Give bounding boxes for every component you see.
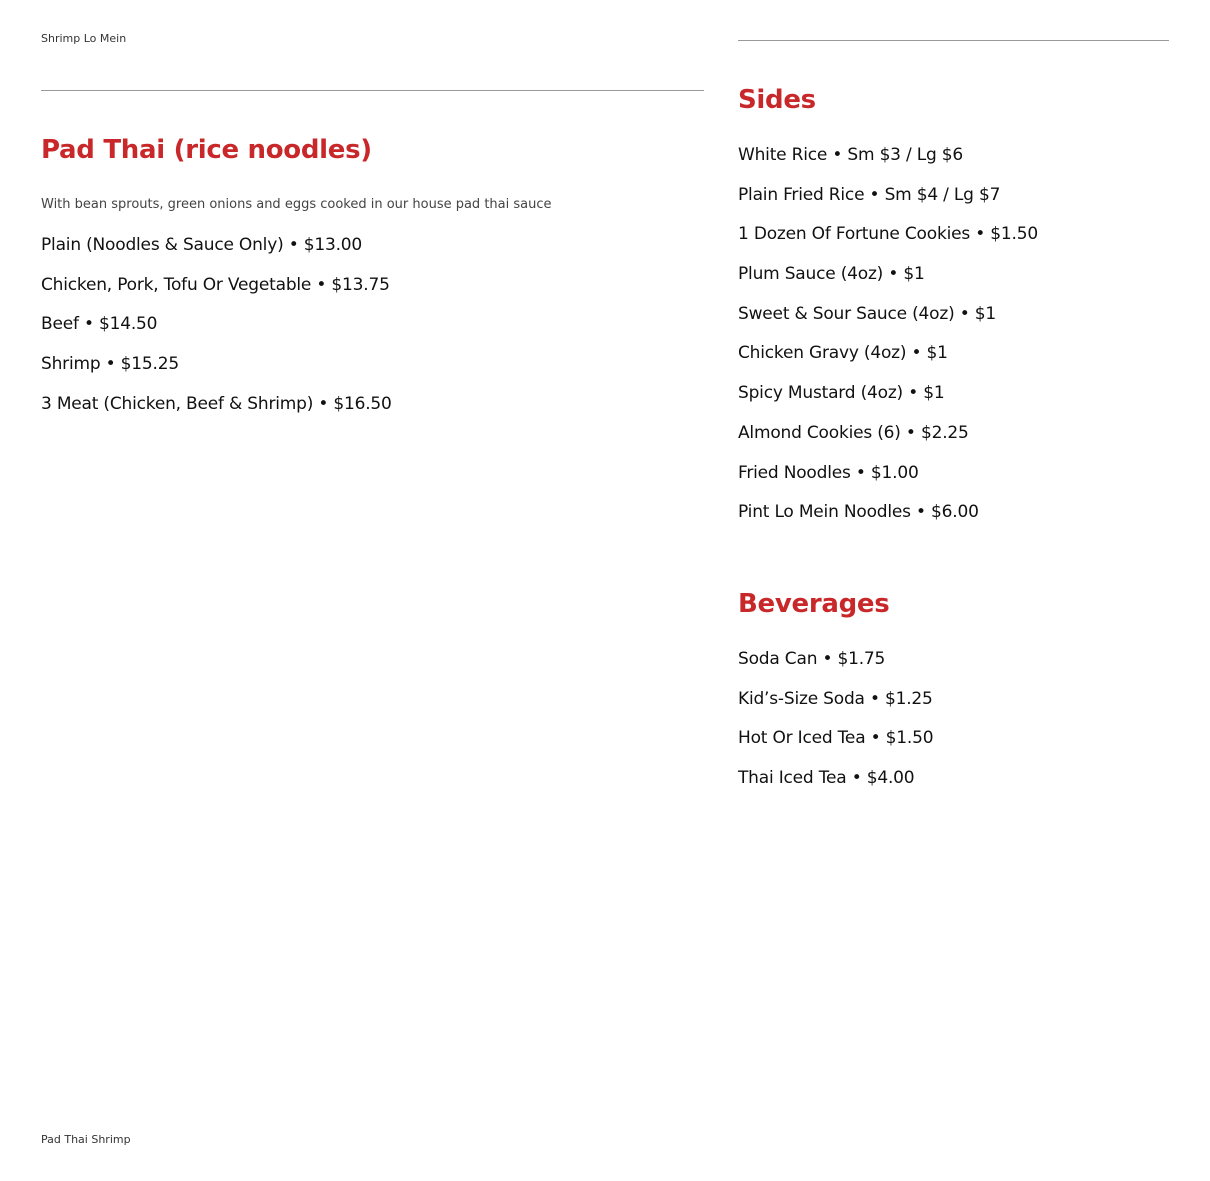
menu-item: Spicy Mustard (4oz) • $1 bbox=[738, 383, 945, 404]
menu-item: Sweet & Sour Sauce (4oz) • $1 bbox=[738, 303, 996, 324]
menu-item: 3 Meat (Chicken, Beef & Shrimp) • $16.50 bbox=[41, 393, 392, 414]
menu-item: Chicken, Pork, Tofu Or Vegetable • $13.75 bbox=[41, 274, 390, 295]
image-caption-shrimp-lo-mein: Shrimp Lo Mein bbox=[41, 32, 127, 45]
section-title-sides: Sides bbox=[738, 85, 816, 115]
pad-thai-menu-list bbox=[41, 235, 392, 433]
menu-item: Thai Iced Tea • $4.00 bbox=[738, 768, 915, 789]
menu-item: Soda Can • $1.75 bbox=[738, 649, 886, 669]
menu-item: 1 Dozen Of Fortune Cookies • $1.50 bbox=[738, 224, 1038, 245]
menu-item: Almond Cookies (6) • $2.25 bbox=[738, 422, 969, 443]
menu-item: Beef • $14.50 bbox=[41, 314, 158, 335]
beverages-menu-list bbox=[738, 649, 933, 808]
image-caption-pad-thai-shrimp: Pad Thai Shrimp bbox=[41, 1133, 131, 1146]
menu-item: Hot Or Iced Tea • $1.50 bbox=[738, 728, 934, 749]
menu-item: Fried Noodles • $1.00 bbox=[738, 462, 919, 483]
menu-item: Pint Lo Mein Noodles • $6.00 bbox=[738, 502, 979, 523]
section-divider bbox=[41, 90, 704, 91]
menu-item: Plain Fried Rice • Sm $4 / Lg $7 bbox=[738, 184, 1001, 205]
section-divider bbox=[738, 40, 1169, 41]
sides-menu-list bbox=[738, 145, 1038, 542]
menu-item: Plum Sauce (4oz) • $1 bbox=[738, 264, 925, 285]
menu-item: Plain (Noodles & Sauce Only) • $13.00 bbox=[41, 235, 363, 255]
menu-item: Chicken Gravy (4oz) • $1 bbox=[738, 343, 948, 364]
section-description-pad-thai: With bean sprouts, green onions and eggs cooked in our house pad thai sauce bbox=[41, 197, 552, 212]
menu-item: Shrimp • $15.25 bbox=[41, 354, 179, 375]
section-title-beverages: Beverages bbox=[738, 589, 890, 619]
menu-item: White Rice • Sm $3 / Lg $6 bbox=[738, 145, 964, 165]
menu-item: Kid’s-Size Soda • $1.25 bbox=[738, 688, 933, 709]
section-title-pad-thai: Pad Thai (rice noodles) bbox=[41, 135, 372, 165]
